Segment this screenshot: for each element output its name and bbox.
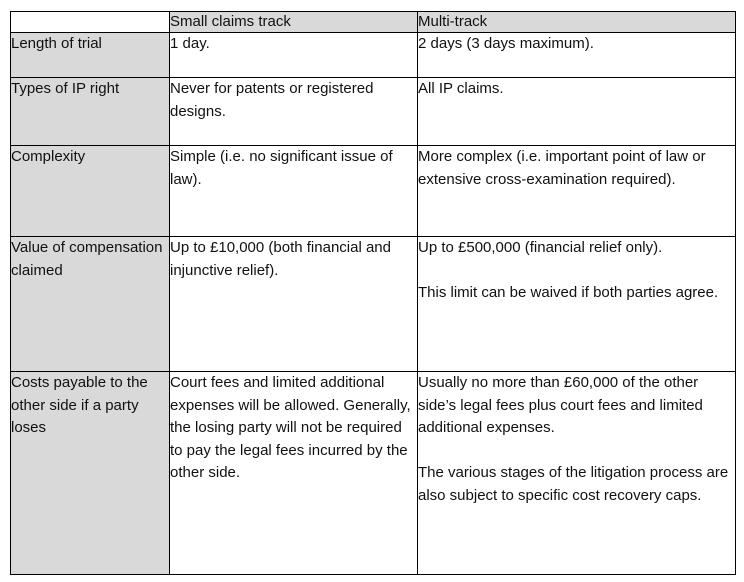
cell-paragraph: More complex (i.e. important point of law or extensive cross-examination required). <box>418 148 706 188</box>
cell-paragraph: 1 day. <box>170 35 210 52</box>
cell-paragraph: All IP claims. <box>418 80 504 97</box>
cell-paragraph: The various stages of the litigation process are also subject to specific cost recovery caps. <box>418 464 729 504</box>
table-row <box>11 237 736 372</box>
table-row <box>11 372 736 575</box>
cell-paragraph: Never for patents or registered designs. <box>170 80 374 120</box>
row-label-costs-payable: Costs payable to the other side if a party loses <box>11 372 170 575</box>
multi-track-cell <box>418 237 736 372</box>
cell-paragraph: Usually no more than £60,000 of the other side’s legal fees plus court fees and limited additional expenses. <box>418 374 703 436</box>
small-claims-cell <box>170 237 418 372</box>
header-corner-cell <box>11 12 170 33</box>
multi-track-cell <box>418 33 736 78</box>
multi-track-cell <box>418 78 736 146</box>
cell-paragraph: Simple (i.e. no significant issue of law). <box>170 148 393 188</box>
row-label-types-of-ip-right: Types of IP right <box>11 78 170 146</box>
row-label-length-of-trial: Length of trial <box>11 33 170 78</box>
row-label-value-of-compensation: Value of compensation claimed <box>11 237 170 372</box>
cell-paragraph: 2 days (3 days maximum). <box>418 35 594 52</box>
cell-paragraph: Up to £10,000 (both financial and injunctive relief). <box>170 239 391 279</box>
cell-paragraph: Court fees and limited additional expenses will be allowed. Generally, the losing party will not be required to pay the legal fees incurred by the other side. <box>170 374 411 481</box>
cell-paragraph: This limit can be waived if both parties agree. <box>418 284 719 301</box>
header-row <box>11 12 736 33</box>
table-row <box>11 78 736 146</box>
multi-track-cell <box>418 372 736 575</box>
column-header-small-claims: Small claims track <box>170 12 418 33</box>
small-claims-cell <box>170 33 418 78</box>
small-claims-cell <box>170 372 418 575</box>
table-row <box>11 33 736 78</box>
small-claims-cell <box>170 146 418 237</box>
table-row <box>11 146 736 237</box>
column-header-multi-track: Multi-track <box>418 12 736 33</box>
comparison-table <box>10 11 736 575</box>
multi-track-cell <box>418 146 736 237</box>
row-label-complexity: Complexity <box>11 146 170 237</box>
small-claims-cell <box>170 78 418 146</box>
cell-paragraph: Up to £500,000 (financial relief only). <box>418 239 663 256</box>
